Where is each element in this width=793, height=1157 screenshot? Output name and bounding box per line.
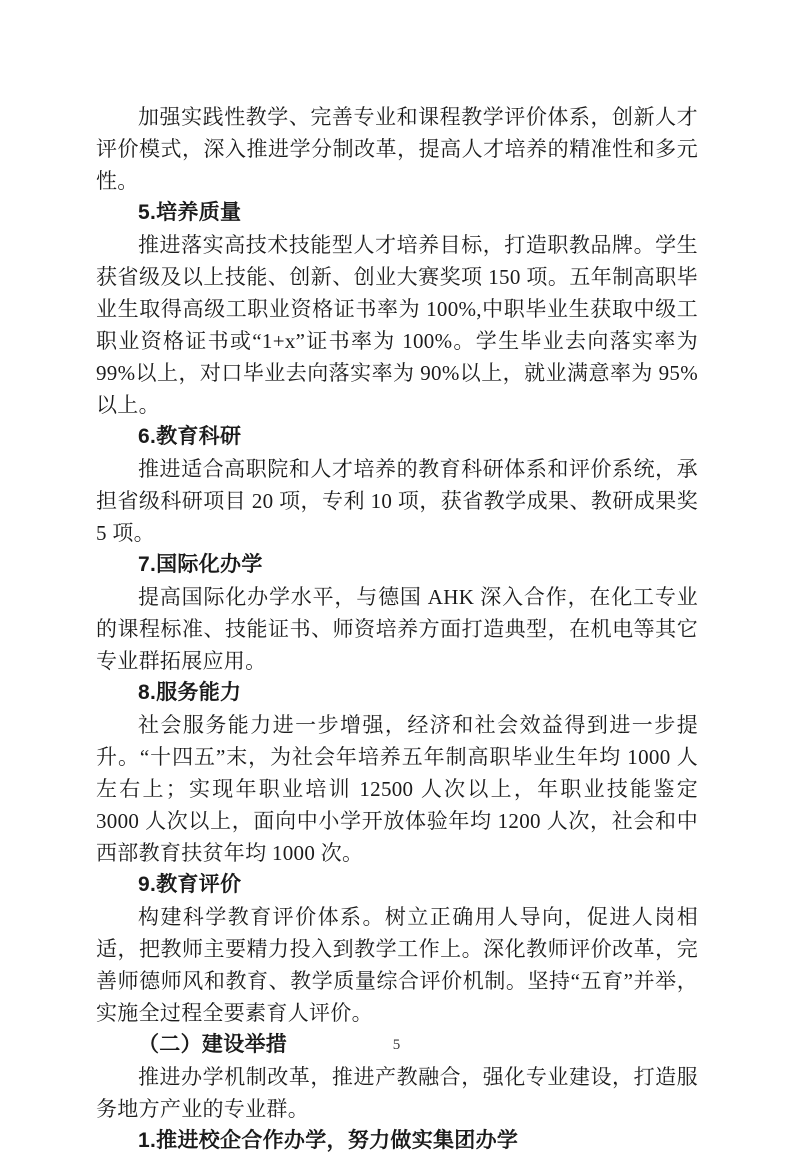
paragraph-education-research: 推进适合高职院和人才培养的教育科研体系和评价系统，承担省级科研项目 20 项，专利 10 项，获省教学成果、教研成果奖 5 项。 bbox=[96, 457, 698, 545]
heading-section-2-construction-measures: （二）建设举措 bbox=[138, 1033, 288, 1056]
paragraph-education-evaluation: 构建科学教育评价体系。树立正确用人导向，促进人岗相适，把教师主要精力投入到教学工作上。深化教师评价改革，完善师德师风和教育、教学质量综合评价机制。坚持“五育”并举，实施全过程全要素育人评价。 bbox=[96, 905, 698, 1025]
paragraph-evaluation-reform: 加强实践性教学、完善专业和课程教学评价体系，创新人才评价模式，深入推进学分制改革，提高人才培养的精准性和多元性。 bbox=[96, 105, 698, 193]
heading-8-service-capability: 8.服务能力 bbox=[138, 681, 242, 704]
heading-7-international-education: 7.国际化办学 bbox=[138, 553, 263, 576]
paragraph-construction-measures: 推进办学机制改革，推进产教融合，强化专业建设，打造服务地方产业的专业群。 bbox=[96, 1065, 698, 1121]
paragraph-international-education: 提高国际化办学水平，与德国 AHK 深入合作，在化工专业的课程标准、技能证书、师资培养方面打造典型，在机电等其它专业群拓展应用。 bbox=[96, 585, 698, 673]
heading-1-school-enterprise-cooperation: 1.推进校企合作办学，努力做实集团办学 bbox=[138, 1129, 519, 1152]
heading-6-education-research: 6.教育科研 bbox=[138, 425, 242, 448]
paragraph-training-quality: 推进落实高技术技能型人才培养目标，打造职教品牌。学生获省级及以上技能、创新、创业大赛奖项 150 项。五年制高职毕业生取得高级工职业资格证书率为 100%,中职毕业生获取中级工职业资格证书或“1+x”证书率为 100%。学生毕业去向落实率为 99%以上，对口毕业去向落实率为 90%以上，就业满意率为 95%以上。 bbox=[96, 233, 698, 417]
heading-5-training-quality: 5.培养质量 bbox=[138, 201, 242, 224]
page-number: 5 bbox=[392, 1037, 401, 1053]
paragraph-service-capability: 社会服务能力进一步增强，经济和社会效益得到进一步提升。“十四五”末，为社会年培养五年制高职毕业生年均 1000 人左右上；实现年职业培训 12500 人次以上，年职业技能鉴定 3000 人次以上，面向中小学开放体验年均 1200 人次，社会和中西部教育扶贫年均 1000 次。 bbox=[96, 713, 698, 865]
page-footer bbox=[0, 1036, 793, 1054]
heading-9-education-evaluation: 9.教育评价 bbox=[138, 873, 242, 896]
document-body bbox=[96, 101, 698, 1157]
